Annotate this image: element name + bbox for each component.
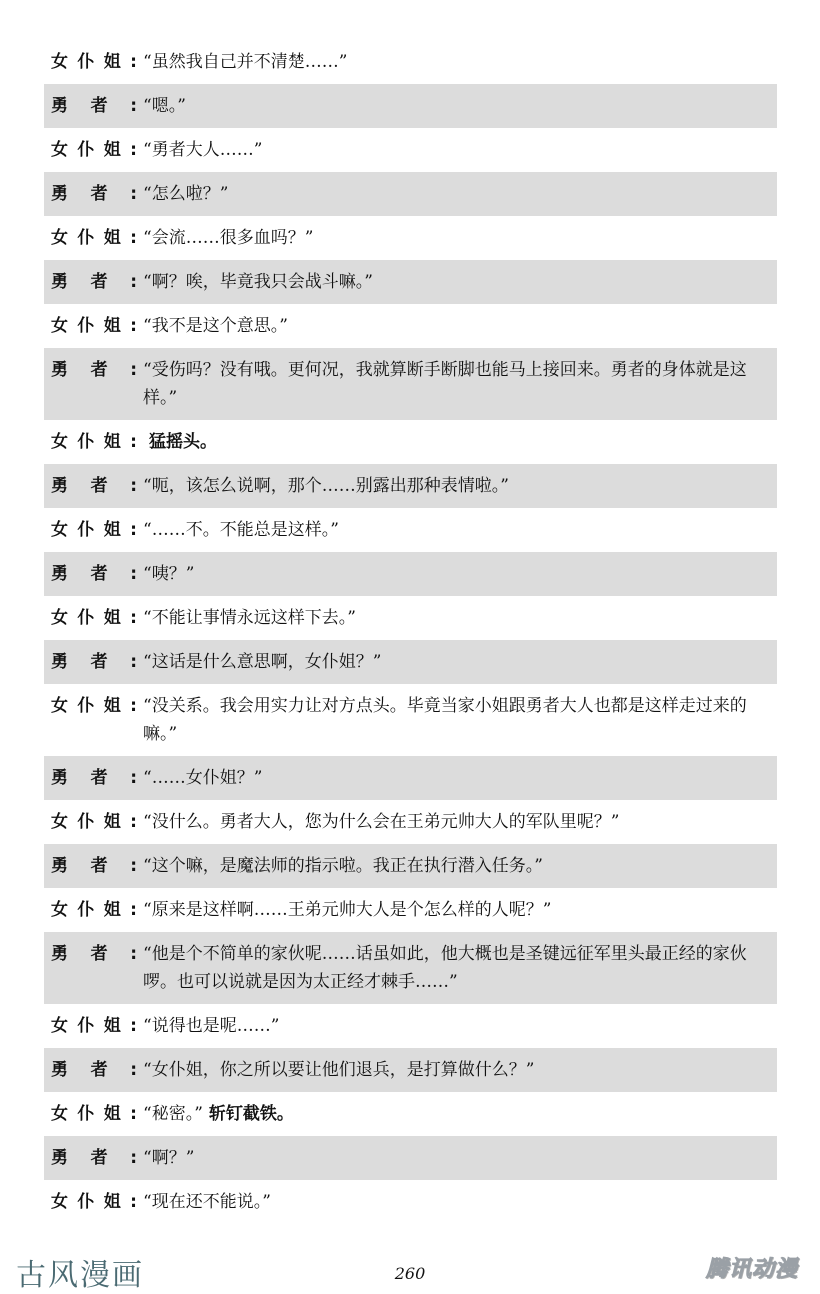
dialogue-text: “我不是这个意思。”	[143, 316, 288, 336]
dialogue-text: “原来是这样啊……王弟元帅大人是个怎么样的人呢？”	[143, 900, 552, 920]
dialogue-row	[44, 1180, 777, 1224]
dialogue-row	[44, 932, 777, 1004]
speaker-name: 勇 者 :	[51, 944, 137, 964]
speaker-name: 女 仆 姐 :	[51, 228, 137, 248]
dialogue-row	[44, 464, 777, 508]
dialogue-line	[143, 356, 777, 412]
dialogue-row	[44, 348, 777, 420]
dialogue-text: “说得也是呢……”	[143, 1016, 280, 1036]
dialogue-text: “啊？唉，毕竟我只会战斗嘛。”	[143, 272, 373, 292]
dialogue-text: “嗯。”	[143, 96, 186, 116]
speaker-name: 女 仆 姐 :	[51, 140, 137, 160]
speaker-name: 女 仆 姐 :	[51, 316, 137, 336]
speaker-name: 女 仆 姐 :	[51, 432, 137, 452]
dialogue-text: “……不。不能总是这样。”	[143, 520, 339, 540]
dialogue-text: “啊？”	[143, 1148, 195, 1168]
dialogue-row	[44, 800, 777, 844]
logo-gufeng-manhua: 古风漫画	[16, 1258, 144, 1293]
dialogue-row	[44, 508, 777, 552]
dialogue-row	[44, 420, 777, 464]
dialogue-line	[143, 516, 777, 544]
dialogue-row	[44, 756, 777, 800]
dialogue-text: “女仆姐，你之所以要让他们退兵，是打算做什么？”	[143, 1060, 535, 1080]
stage-direction: 猛摇头。	[149, 432, 217, 452]
speaker-name: 女 仆 姐 :	[51, 900, 137, 920]
page-number: 260	[394, 1264, 426, 1283]
dialogue-row	[44, 1004, 777, 1048]
dialogue-text: “呃，该怎么说啊，那个……别露出那种表情啦。”	[143, 476, 509, 496]
dialogue-row	[44, 40, 777, 84]
dialogue-row	[44, 844, 777, 888]
dialogue-text: “……女仆姐？”	[143, 768, 263, 788]
stage-direction: 斩钉截铁。	[208, 1104, 294, 1124]
dialogue-text: “这话是什么意思啊，女仆姐？”	[143, 652, 382, 672]
dialogue-row	[44, 304, 777, 348]
dialogue-list	[44, 40, 777, 1224]
dialogue-line	[143, 268, 777, 296]
dialogue-line	[143, 180, 777, 208]
dialogue-row	[44, 84, 777, 128]
dialogue-text: “虽然我自己并不清楚……”	[143, 52, 348, 72]
dialogue-line	[143, 1012, 777, 1040]
dialogue-line	[143, 224, 777, 252]
dialogue-text: “秘密。”	[143, 1104, 203, 1124]
dialogue-text: “他是个不简单的家伙呢……话虽如此，他大概也是圣键远征军里头最正经的家伙啰。也可以说就是因为太正经才棘手……”	[143, 944, 747, 992]
dialogue-text: “没关系。我会用实力让对方点头。毕竟当家小姐跟勇者大人也都是这样走过来的嘛。”	[143, 696, 747, 744]
speaker-name: 勇 者 :	[51, 652, 137, 672]
dialogue-line	[143, 560, 777, 588]
dialogue-text: “没什么。勇者大人，您为什么会在王弟元帅大人的军队里呢？”	[143, 812, 620, 832]
speaker-name: 勇 者 :	[51, 856, 137, 876]
dialogue-line	[143, 472, 777, 500]
dialogue-line	[143, 896, 777, 924]
dialogue-line	[143, 1056, 777, 1084]
speaker-name: 勇 者 :	[51, 476, 137, 496]
dialogue-row	[44, 1048, 777, 1092]
dialogue-text: “会流……很多血吗？”	[143, 228, 314, 248]
dialogue-text: “这个嘛，是魔法师的指示啦。我正在执行潜入任务。”	[143, 856, 543, 876]
speaker-name: 勇 者 :	[51, 184, 137, 204]
dialogue-line	[143, 136, 777, 164]
dialogue-row	[44, 684, 777, 756]
dialogue-row	[44, 888, 777, 932]
dialogue-row	[44, 596, 777, 640]
dialogue-row	[44, 128, 777, 172]
speaker-name: 勇 者 :	[51, 564, 137, 584]
dialogue-text: “现在还不能说。”	[143, 1192, 271, 1212]
dialogue-text: “勇者大人……”	[143, 140, 263, 160]
dialogue-row	[44, 1136, 777, 1180]
dialogue-line	[143, 48, 777, 76]
speaker-name: 勇 者 :	[51, 96, 137, 116]
speaker-name: 勇 者 :	[51, 768, 137, 788]
speaker-name: 女 仆 姐 :	[51, 52, 137, 72]
speaker-name: 勇 者 :	[51, 1148, 137, 1168]
dialogue-line	[143, 808, 777, 836]
speaker-name: 女 仆 姐 :	[51, 696, 137, 716]
dialogue-row	[44, 552, 777, 596]
dialogue-row	[44, 640, 777, 684]
speaker-name: 女 仆 姐 :	[51, 520, 137, 540]
dialogue-line	[143, 92, 777, 120]
speaker-name: 勇 者 :	[51, 1060, 137, 1080]
dialogue-line	[143, 312, 777, 340]
dialogue-text: “咦？”	[143, 564, 195, 584]
dialogue-line	[143, 764, 777, 792]
dialogue-text: “怎么啦？”	[143, 184, 229, 204]
dialogue-line	[143, 852, 777, 880]
dialogue-line	[143, 648, 777, 676]
dialogue-row	[44, 216, 777, 260]
dialogue-text: “受伤吗？没有哦。更何况，我就算断手断脚也能马上接回来。勇者的身体就是这样。”	[143, 360, 747, 408]
dialogue-line	[143, 1188, 777, 1216]
speaker-name: 女 仆 姐 :	[51, 1104, 137, 1124]
speaker-name: 女 仆 姐 :	[51, 608, 137, 628]
dialogue-row	[44, 172, 777, 216]
dialogue-text: “不能让事情永远这样下去。”	[143, 608, 356, 628]
dialogue-line	[143, 692, 777, 748]
dialogue-line	[143, 604, 777, 632]
speaker-name: 女 仆 姐 :	[51, 1016, 137, 1036]
logo-tencent-comics: 腾讯动漫	[705, 1257, 798, 1282]
dialogue-line	[143, 1144, 777, 1172]
dialogue-line	[143, 428, 777, 456]
speaker-name: 勇 者 :	[51, 360, 137, 380]
dialogue-line	[143, 940, 777, 996]
dialogue-line	[143, 1100, 777, 1128]
dialogue-row	[44, 1092, 777, 1136]
speaker-name: 女 仆 姐 :	[51, 812, 137, 832]
speaker-name: 勇 者 :	[51, 272, 137, 292]
speaker-name: 女 仆 姐 :	[51, 1192, 137, 1212]
dialogue-row	[44, 260, 777, 304]
